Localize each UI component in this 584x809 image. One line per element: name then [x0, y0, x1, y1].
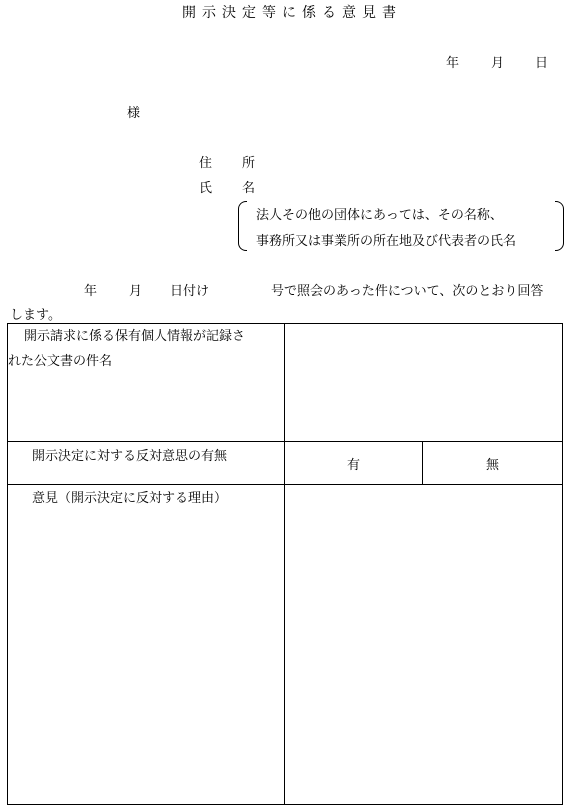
corporate-note-bracket: [238, 201, 564, 251]
address-label-1: 住: [199, 156, 213, 171]
opinion-input-cell[interactable]: [285, 485, 563, 805]
ref-month-label: 月: [129, 284, 143, 299]
document-subject-input-cell[interactable]: [285, 324, 563, 442]
document-subject-label-line-1: 開示請求に係る保有個人情報が記録さ: [24, 329, 246, 344]
ref-text: 号で照会のあった件について、次のとおり回答: [271, 284, 544, 299]
document-subject-label-line-2: れた公文書の件名: [8, 354, 113, 369]
opinion-label-cell: [8, 485, 285, 805]
name-label-1: 氏: [199, 181, 213, 196]
objection-yes-cell[interactable]: [285, 442, 423, 485]
table-row: [8, 442, 563, 485]
objection-label-cell: [8, 442, 285, 485]
corporate-note-line-1: 法人その他の団体にあっては、その名称、: [256, 208, 503, 223]
ref-year-label: 年: [84, 284, 98, 299]
ref-day-label: 日付け: [170, 284, 210, 299]
date-month-label: 月: [491, 56, 505, 71]
left-bracket: [238, 201, 247, 251]
table-row: [8, 324, 563, 442]
opinion-form-table: [7, 323, 563, 805]
name-label-2: 名: [242, 181, 256, 196]
corporate-note-line-2: 事務所又は事業所の所在地及び代表者の氏名: [256, 234, 517, 249]
document-subject-label-cell: [8, 324, 285, 442]
objection-label: 開示決定に対する反対意思の有無: [32, 449, 228, 464]
table-row: [8, 485, 563, 805]
date-day-label: 日: [535, 56, 549, 71]
opinion-label: 意見（開示決定に反対する理由）: [32, 491, 228, 506]
objection-yes-option[interactable]: 有: [346, 457, 360, 473]
ref-text-continuation: します。: [10, 308, 61, 323]
objection-no-cell[interactable]: [423, 442, 563, 485]
addressee-suffix: 様: [127, 106, 141, 121]
document-title: 開示決定等に係る意見書: [182, 5, 402, 21]
date-year-label: 年: [446, 56, 460, 71]
address-label-2: 所: [242, 156, 256, 171]
objection-no-option[interactable]: 無: [485, 457, 499, 473]
right-bracket: [555, 201, 564, 251]
